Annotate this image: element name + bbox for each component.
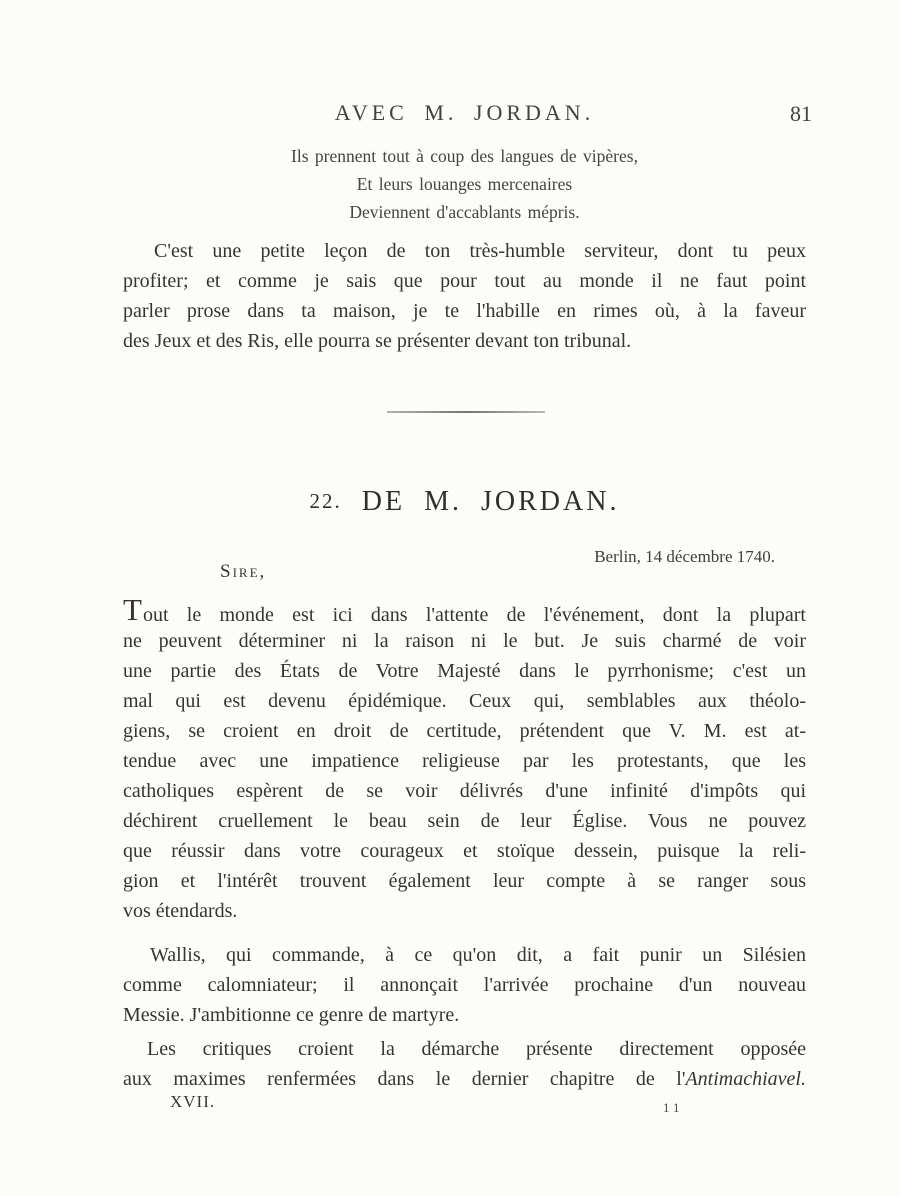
page-number: 81	[790, 101, 812, 126]
paragraph-line: comme calomniateur; il annonçait l'arrivée prochaine d'un nouveau	[123, 974, 806, 996]
verse-quote	[123, 142, 806, 226]
drop-initial: T	[123, 596, 142, 626]
paragraph-line: une partie des États de Votre Majesté dans le pyrrhonisme; c'est un	[123, 660, 806, 682]
letter-body-paragraph	[123, 940, 806, 1030]
paragraph-line: des Jeux et des Ris, elle pourra se présenter devant ton tribunal.	[123, 330, 632, 352]
letter-title: DE M. JORDAN.	[361, 486, 620, 517]
paragraph-line: parler prose dans ta maison, je te l'habille en rimes où, à la faveur	[123, 300, 806, 322]
letter-body-paragraph	[123, 596, 806, 926]
letter-number: 22.	[309, 489, 342, 513]
paragraph-line: gion et l'intérêt trouvent également leur compte à se ranger sous	[123, 870, 806, 892]
paragraph-line: ne peuvent déterminer ni la raison ni le but. Je suis charmé de voir	[123, 630, 806, 652]
paragraph-line: Wallis, qui commande, à ce qu'on dit, a fait punir un Silésien	[150, 944, 806, 966]
letter-heading	[123, 486, 806, 518]
paragraph-line-text: out le monde est ici dans l'attente de l'événement, dont la plupart	[142, 604, 806, 626]
intro-paragraph	[123, 236, 806, 356]
paragraph-line: catholiques espèrent de se voir délivrés d'une infinité d'impôts qui	[123, 780, 806, 802]
paragraph-line: giens, se croient en droit de certitude, prétendent que V. M. est at-	[123, 720, 806, 742]
paragraph-line: Messie. J'ambitionne ce genre de martyre.	[123, 1004, 460, 1026]
signature-mark: 11	[663, 1100, 684, 1115]
salutation: Sire,	[220, 561, 267, 582]
section-divider-rule	[387, 411, 545, 413]
paragraph-line-text: aux maximes renfermées dans le dernier chapitre de l'	[123, 1068, 686, 1090]
paragraph-line: déchirent cruellement le beau sein de leur Église. Vous ne pouvez	[123, 810, 806, 832]
dateline: Berlin, 14 décembre 1740.	[594, 547, 775, 566]
running-head	[123, 100, 806, 126]
paragraph-line: Les critiques croient la démarche présente directement opposée	[147, 1038, 806, 1060]
verse-line: Ils prennent tout à coup des langues de vipères,	[291, 146, 638, 166]
paragraph-line: C'est une petite leçon de ton très-humble serviteur, dont tu peux	[154, 240, 806, 262]
paragraph-line: que réussir dans votre courageux et stoïque dessein, puisque la reli-	[123, 840, 806, 862]
verse-line: Deviennent d'accablants mépris.	[349, 202, 580, 222]
letter-body-paragraph	[123, 1034, 806, 1094]
paragraph-line: mal qui est devenu épidémique. Ceux qui, semblables aux théolo-	[123, 690, 806, 712]
volume-mark: XVII.	[170, 1092, 216, 1111]
book-title-italic: Antimachiavel.	[685, 1068, 806, 1090]
verse-line: Et leurs louanges mercenaires	[356, 174, 573, 194]
paragraph-line	[123, 1064, 806, 1094]
paragraph-line: tendue avec une impatience religieuse par les protestants, que les	[123, 750, 806, 772]
paragraph-line: vos étendards.	[123, 900, 238, 922]
running-head-title: AVEC M. JORDAN.	[334, 100, 595, 125]
paragraph-line	[123, 596, 806, 626]
paragraph-line: profiter; et comme je sais que pour tout au monde il ne faut point	[123, 270, 806, 292]
